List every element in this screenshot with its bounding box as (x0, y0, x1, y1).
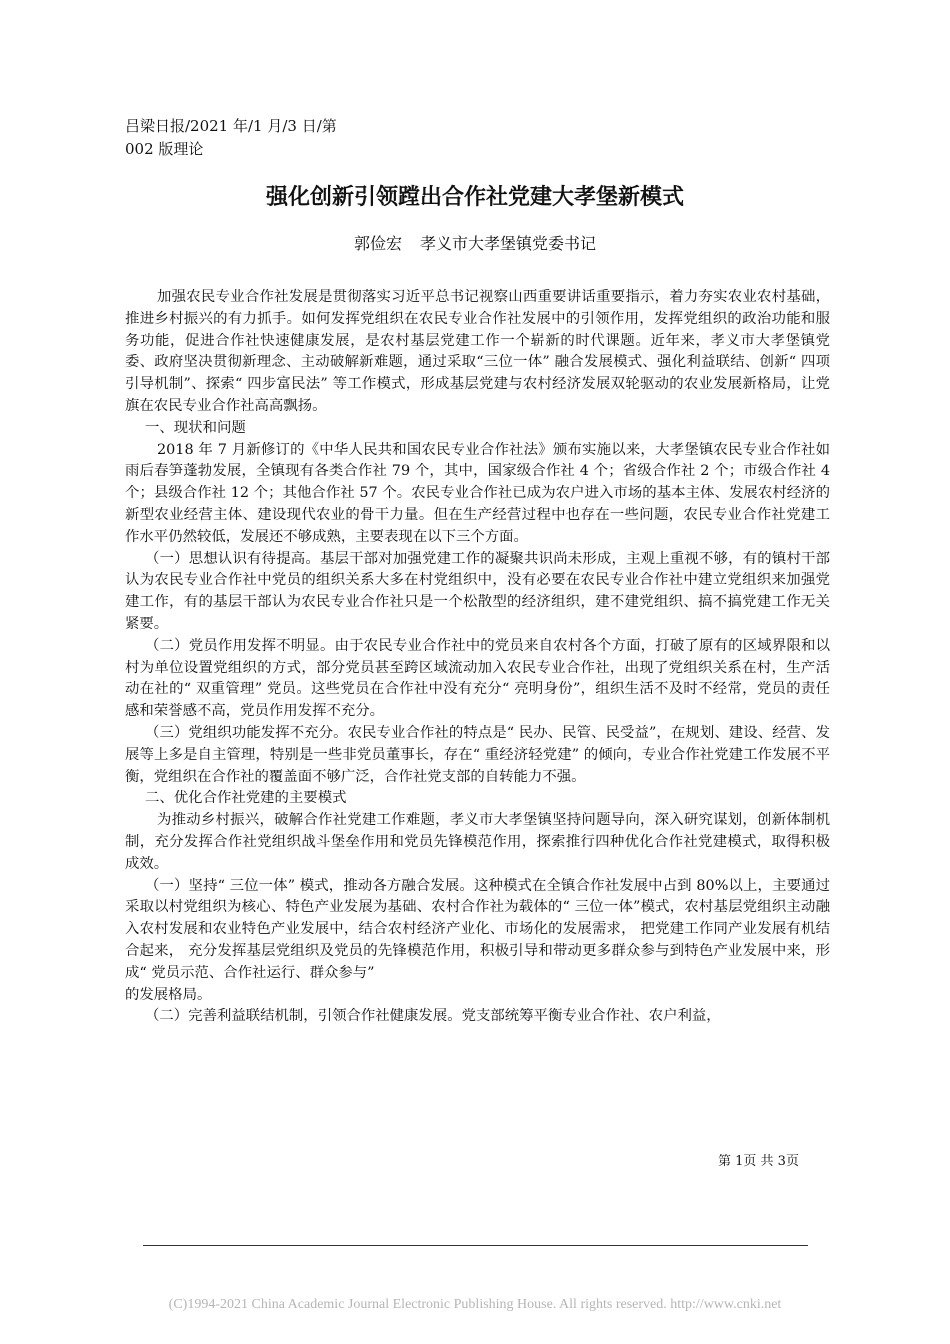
paragraph: （二）完善利益联结机制，引领合作社健康发展。党支部统筹平衡专业合作社、农户利益， (145, 1008, 721, 1025)
copyright-footer: (C)1994-2021 China Academic Journal Electronic Publishing House. All rights reserved. http://www.cnki.net (168, 1297, 782, 1312)
paragraph: （一）坚持“ 三位一体” 模式，推动各方融合发展。这种模式在全镇合作社发展中占到 80%以上，主要通过采取以村党组织为核心、特色产业发展为基础、农村合作社为载体的“ 三位一体”模式，农村基层党组织主动融入农村发展和农业特色产业发展中，结合农村经济产业化、市场化的发展需求， 把党建工作同产业发展有机结合起来， 充分发挥基层党组织及党员的先锋模范作用，积极引导和带动更多群众参与到特色产业发展中来，形成“ 党员示范、合作社运行、群众参与” (125, 877, 830, 981)
author-name: 郭俭宏 (353, 234, 402, 253)
paragraph: 的发展格局。 (125, 986, 212, 1003)
paragraph: （二）党员作用发挥不明显。由于农民专业合作社中的党员来自农村各个方面，打破了原有的区域界限和以村为单位设置党组织的方式，部分党员甚至跨区域流动加入农民专业合作社，出现了党组织关系在村，生产活动在社的“ 双重管理” 党员。这些党员在合作社中没有充分“ 亮明身份”，组织生活不及时不经常，党员的责任感和荣誉感不高，党员作用发挥不充分。 (125, 637, 830, 720)
author-title: 孝义市大孝堡镇党委书记 (420, 234, 597, 253)
paragraph: （三）党组织功能发挥不充分。农民专业合作社的特点是“ 民办、民管、民受益”，在规划、建设、经营、发展等上多是自主管理，特别是一些非党员董事长，存在“ 重经济轻党建” 的倾向，专业合作社党建工作发展不平衡，党组织在合作社的覆盖面不够广泛，合作社党支部的自转能力不强。 (125, 724, 830, 785)
article-body (125, 287, 830, 1028)
section-heading: 一、现状和问题 (145, 419, 246, 436)
paragraph: 为推动乡村振兴，破解合作社党建工作难题，孝义市大孝堡镇坚持问题导向，深入研究谋划，创新体制机制，充分发挥合作社党组织战斗堡垒作用和党员先锋模范作用，探索推行四种优化合作社党建模式，取得积极成效。 (125, 812, 830, 872)
section-heading: 二、优化合作社党建的主要模式 (145, 790, 347, 807)
author-line (0, 232, 950, 256)
paragraph: 加强农民专业合作社发展是贯彻落实习近平总书记视察山西重要讲话重要指示，着力夯实农业农村基础，推进乡村振兴的有力抓手。如何发挥党组织在农民专业合作社发展中的引领作用，发挥党组织的政治功能和服务功能，促进合作社快速健康发展，是农村基层党建工作一个崭新的时代课题。近年来，孝义市大孝堡镇党委、政府坚决贯彻新理念、主动破解新难题，通过采取“三位一体” 融合发展模式、强化利益联结、创新“ 四项引导机制”、探索“ 四步富民法” 等工作模式，形成基层党建与农村经济发展双轮驱动的农业发展新格局，让党旗在农民专业合作社高高飘扬。 (125, 289, 830, 414)
source-line: 吕梁日报/2021 年/1 月/3 日/第 002 版理论 (125, 117, 337, 158)
footer-divider (143, 1245, 808, 1246)
paragraph: （一）思想认识有待提高。基层干部对加强党建工作的凝聚共识尚未形成，主观上重视不够，有的镇村干部认为农民专业合作社中党员的组织关系大多在村党组织中，没有必要在农民专业合作社中建立党组织来加强党建工作，有的基层干部认为农民专业合作社只是一个松散型的经济组织，建不建党组织、搞不搞党建工作无关紧要。 (125, 550, 830, 632)
paragraph: 2018 年 7 月新修订的《中华人民共和国农民专业合作社法》颁布实施以来，大孝堡镇农民专业合作社如雨后春笋蓬勃发展，全镇现有各类合作社 79 个，其中，国家级合作社 4 个；省级合作社 2 个；市级合作社 4 个；县级合作社 12 个；其他合作社 57 个。农民专业合作社已成为农户进入市场的基本主体、发展农村经济的新型农业经营主体、建设现代农业的骨干力量。但在生产经营过程中也存在一些问题，农民专业合作社党建工作水平仍然较低，发展还不够成熟，主要表现在以下三个方面。 (125, 441, 830, 545)
article-title: 强化创新引领蹚出合作社党建大孝堡新模式 (265, 185, 684, 210)
page-number: 第 1页 共 3页 (718, 1154, 799, 1169)
